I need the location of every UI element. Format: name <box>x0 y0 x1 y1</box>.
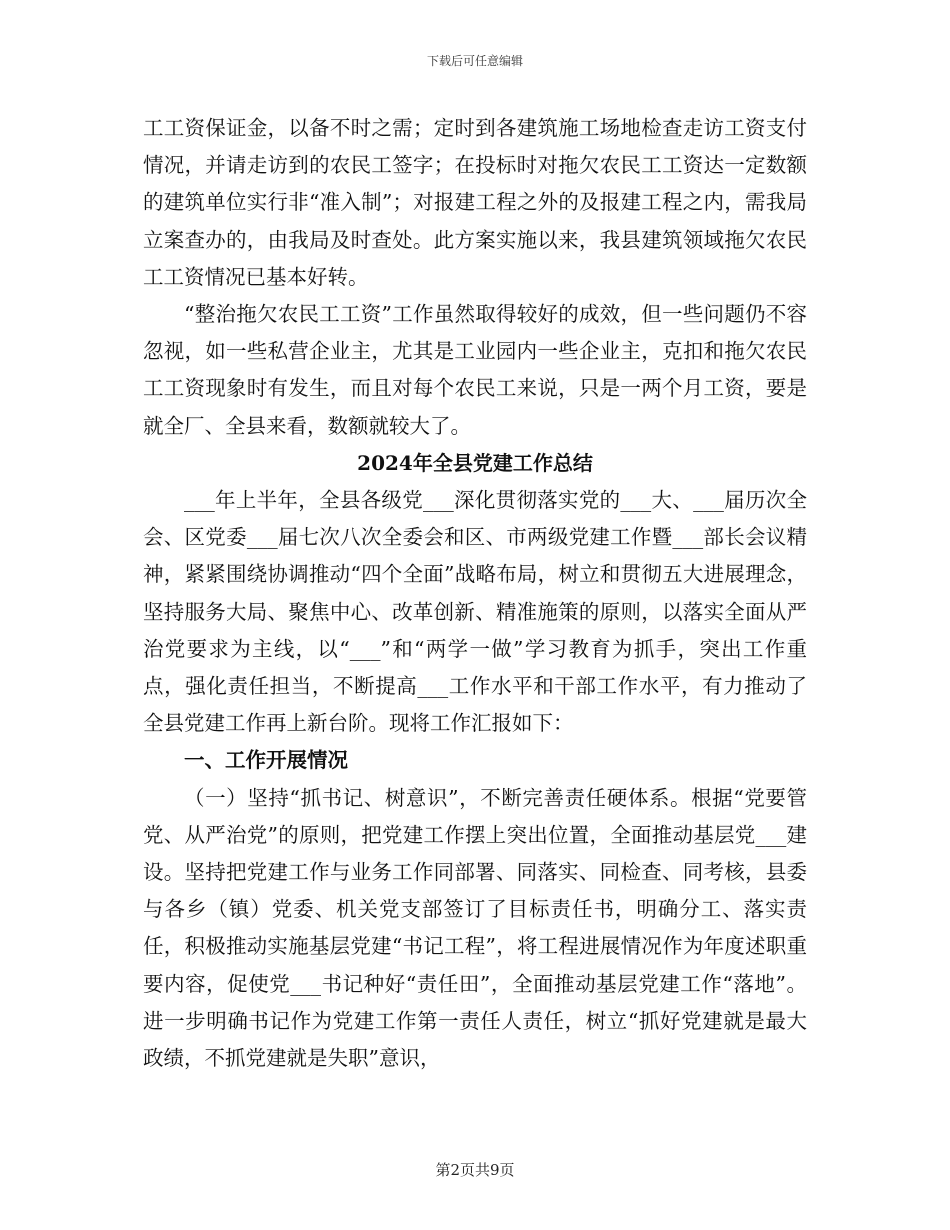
section-heading: 一、工作开展情况 <box>184 748 348 773</box>
page-footer: 第2页共9页 <box>435 1161 515 1179</box>
intro-paragraph: ___年上半年，全县各级党___深化贯彻落实党的___大、___届历次全会、区党委___届七次八次全委会和区、市两级党建工作暨___部长会议精神，紧紧围绕协调推动“四个全面”战略布局，树立和贯彻五大进展理念，坚持服务大局、聚焦中心、改革创新、精准施策的原则，以落实全面从严治党要求为主线，以“___”和“两学一做”学习教育为抓手，突出工作重点，强化责任担当，不断提高___工作水平和干部工作水平，有力推动了全县党建工作再上新台阶。现将工作汇报如下： <box>143 488 807 736</box>
document-title: 2024年全县党建工作总结 <box>357 450 593 475</box>
section-paragraph: （一）坚持“抓书记、树意识”，不断完善责任硬体系。根据“党要管党、从严治党”的原则，把党建工作摆上突出位置，全面推动基层党___建设。坚持把党建工作与业务工作同部署、同落实、同检查、同考核，县委与各乡（镇）党委、机关党支部签订了目标责任书，明确分工、落实责任，积极推动实施基层党建“书记工程”，将工程进展情况作为年度述职重要内容，促使党___书记种好“责任田”，全面推动基层党建工作“落地”。进一步明确书记作为党建工作第一责任人责任，树立“抓好党建就是最大政绩，不抓党建就是失职”意识， <box>143 785 807 1071</box>
continuation-paragraph: 工工资保证金，以备不时之需；定时到各建筑施工场地检查走访工资支付情况，并请走访到的农民工签字；在投标时对拖欠农民工工资达一定数额的建筑单位实行非“准入制”；对报建工程之外的及报建工程之内，需我局立案查办的，由我局及时查处。此方案实施以来，我县建筑领域拖欠农民工工资情况已基本好转。 <box>143 116 807 289</box>
document-body <box>143 110 807 1077</box>
problem-paragraph: “整治拖欠农民工工资”工作虽然取得较好的成效，但一些问题仍不容忽视，如一些私营企业主，尤其是工业园内一些企业主，克扣和拖欠农民工工资现象时有发生，而且对每个农民工来说，只是一两个月工资，要是就全厂、全县来看，数额就较大了。 <box>143 302 807 438</box>
page-header: 下载后可任意编辑 <box>426 54 523 68</box>
